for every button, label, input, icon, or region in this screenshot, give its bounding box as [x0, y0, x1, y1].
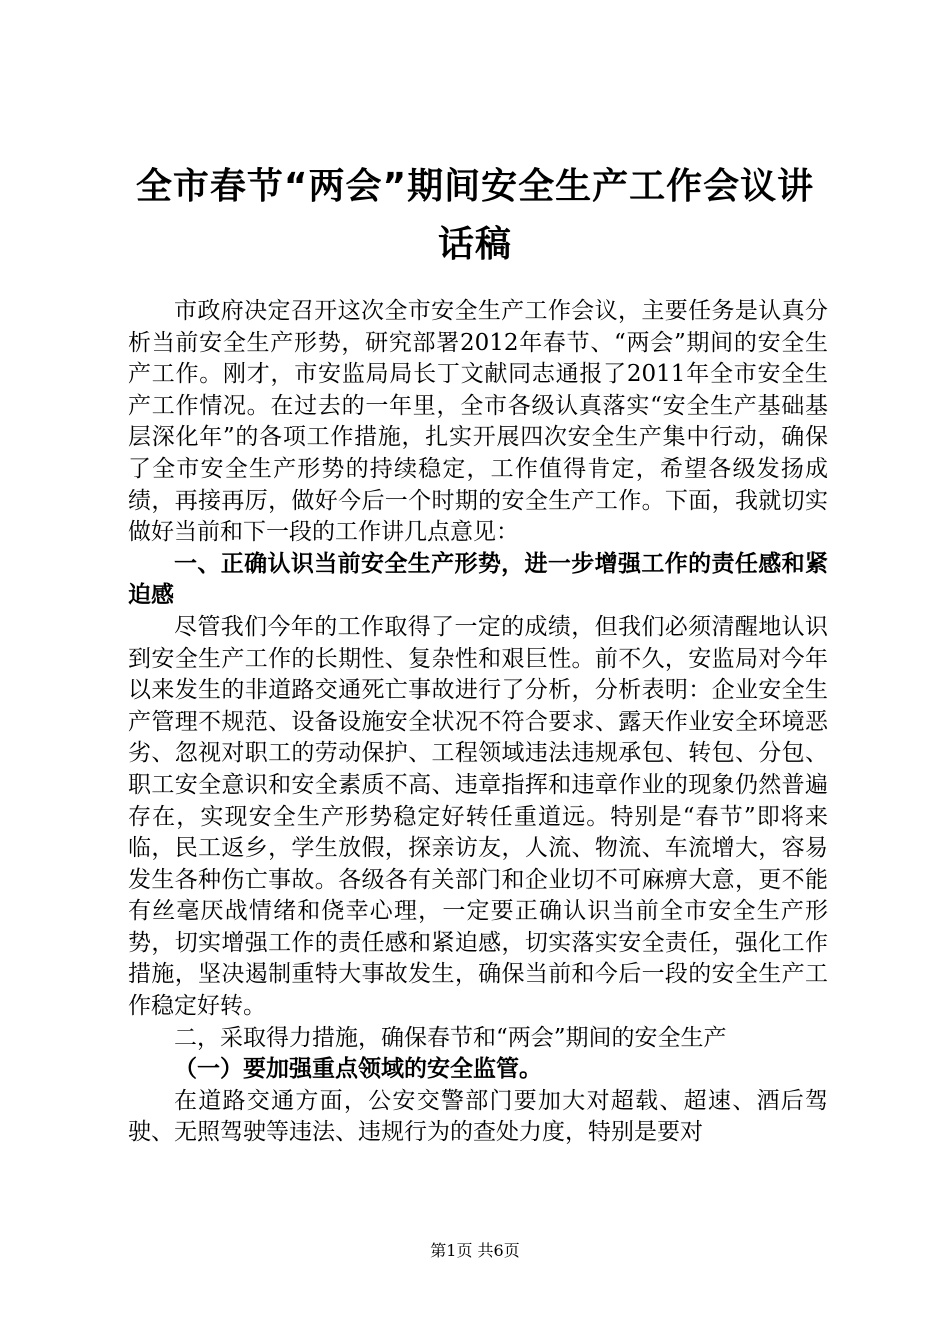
- section-heading-1: 一、正确认识当前安全生产形势，进一步增强工作的责任感和紧迫感: [128, 550, 828, 609]
- paragraph-road-traffic: 在道路交通方面，公安交警部门要加大对超载、超速、酒后驾驶、无照驾驶等违法、违规行为的查处力度，特别是要对: [128, 1087, 828, 1146]
- document-body: [128, 296, 828, 1149]
- section-heading-2: 二，采取得力措施，确保春节和“两会”期间的安全生产: [174, 1024, 727, 1051]
- paragraph-intro: 市政府决定召开这次全市安全生产工作会议，主要任务是认真分析当前安全生产形势，研究部署2012年春节、“两会”期间的安全生产工作。刚才，市安监局局长丁文献同志通报了2011年全市安全生产工作情况。在过去的一年里，全市各级认真落实“安全生产基础基层深化年”的各项工作措施，扎实开展四次安全生产集中行动，确保了全市安全生产形势的持续稳定，工作值得肯定，希望各级发扬成绩，再接再厉，做好今后一个时期的安全生产工作。下面，我就切实做好当前和下一段的工作讲几点意见：: [128, 298, 828, 546]
- document-title: 全市春节“两会”期间安全生产工作会议讲话稿: [135, 166, 815, 265]
- subsection-heading-1: （一）要加强重点领域的安全监管。: [174, 1056, 542, 1083]
- page-number: 第1页 共6页: [430, 1241, 520, 1260]
- paragraph-section-1: 尽管我们今年的工作取得了一定的成绩，但我们必须清醒地认识到安全生产工作的长期性、复杂性和艰巨性。前不久，安监局对今年以来发生的非道路交通死亡事故进行了分析，分析表明：企业安全生产管理不规范、设备设施安全状况不符合要求、露天作业安全环境恶劣、忽视对职工的劳动保护、工程领域违法违规承包、转包、分包、职工安全意识和安全素质不高、违章指挥和违章作业的现象仍然普遍存在，实现安全生产形势稳定好转任重道远。特别是“春节”即将来临，民工返乡，学生放假，探亲访友，人流、物流、车流增大，容易发生各种伤亡事故。各级各有关部门和企业切不可麻痹大意，更不能有丝毫厌战情绪和侥幸心理，一定要正确认识当前全市安全生产形势，切实增强工作的责任感和紧迫感，切实落实安全责任，强化工作措施，坚决遏制重特大事故发生，确保当前和今后一段的安全生产工作稳定好转。: [128, 613, 828, 1020]
